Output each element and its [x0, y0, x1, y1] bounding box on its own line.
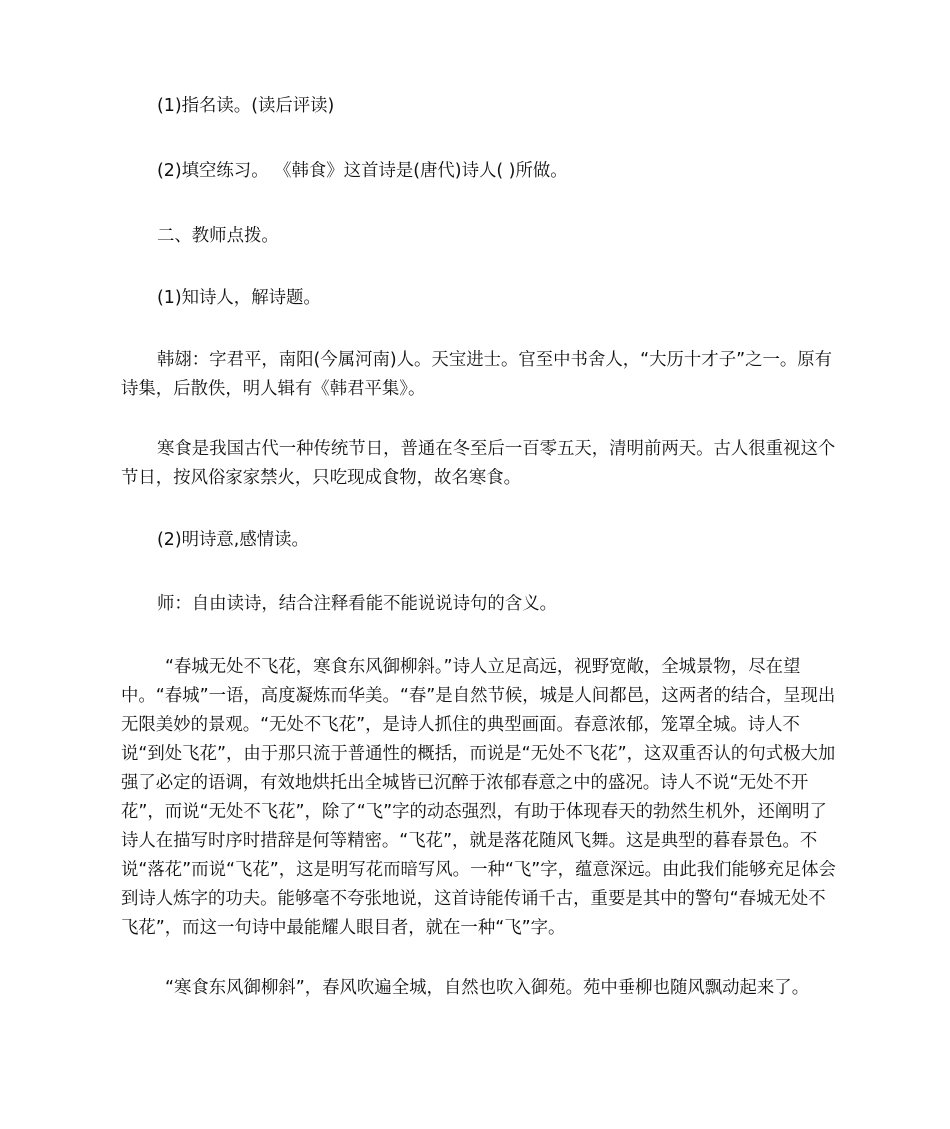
document-page — [121, 92, 841, 1003]
paragraph-reading-by-name: (1)指名读。(读后评读) — [157, 96, 335, 116]
section-heading-teacher-guidance: 二、教师点拨。 — [157, 226, 279, 246]
paragraph-understand-poem: (2)明诗意,感情读。 — [157, 530, 309, 550]
paragraph-poet-biography: 韩翃：字君平，南阳(今属河南)人。天宝进士。官至中书舍人，“大历十才子”之一。原有诗集，后散佚，明人辑有《韩君平集》。 — [121, 350, 833, 399]
paragraph-know-the-poet: (1)知诗人，解诗题。 — [157, 288, 321, 308]
paragraph-first-line-analysis: “春城无处不飞花，寒食东风御柳斜。”诗人立足高远，视野宽敞，全城景物，尽在望中。“春城”一语，高度凝炼而华美。“春”是自然节候，城是人间都邑，这两者的结合，呈现出无限美妙的景观。“无处不飞花”，是诗人抓住的典型画面。春意浓郁，笼罩全城。诗人不说“到处飞花”，由于那只流于普通性的概括，而说是“无处不飞花”，这双重否认的句式极大加强了必定的语调，有效地烘托出全城皆已沉醉于浓郁春意之中的盛况。诗人不说“无处不开花”，而说“无处不飞花”，除了“飞”字的动态强烈，有助于体现春天的勃然生机外，还阐明了诗人在描写时序时措辞是何等精密。“飞花”，就是落花随风飞舞。这是典型的暮春景色。不说“落花”而说“飞花”，这是明写花而暗写风。一种“飞”字，蕴意深远。由此我们能够充足体会到诗人炼字的功夫。能够毫不夸张地说，这首诗能传诵千古，重要是其中的警句“春城无处不飞花”，而这一句诗中最能耀人眼目者，就在一种“飞”字。 — [121, 657, 836, 938]
paragraph-teacher-instruction: 师：自由读诗，结合注释看能不能说说诗句的含义。 — [157, 594, 557, 614]
paragraph-fill-in-exercise: (2)填空练习。 《韩食》这首诗是(唐代)诗人( )所做。 — [157, 161, 568, 181]
paragraph-cold-food-festival: 寒食是我国古代一种传统节日，普通在冬至后一百零五天，清明前两天。古人很重视这个节日，按风俗家家禁火，只吃现成食物，故名寒食。 — [121, 439, 836, 488]
paragraph-second-line-analysis: “寒食东风御柳斜”，春风吹遍全城，自然也吹入御苑。苑中垂柳也随风飘动起来了。 — [165, 978, 810, 998]
